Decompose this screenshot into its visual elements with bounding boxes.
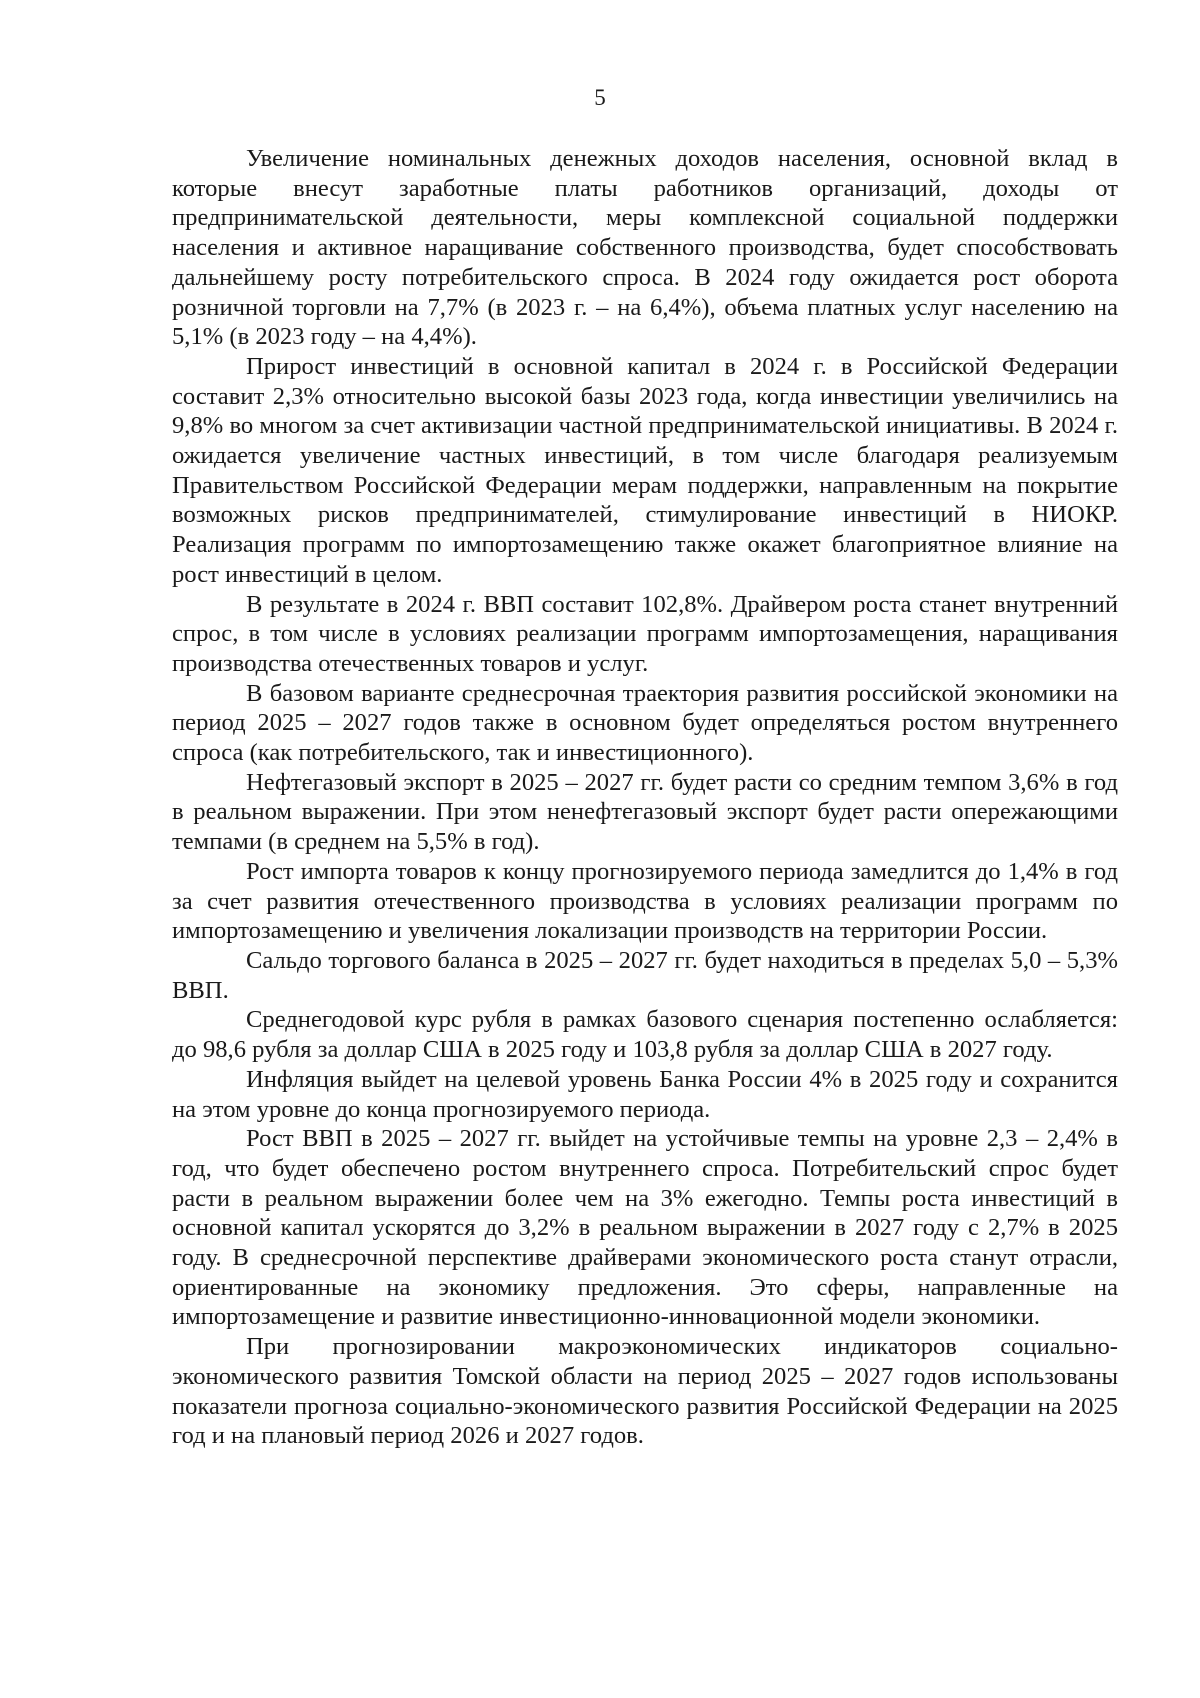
document-body [172, 144, 1118, 1451]
paragraph-imports: Рост импорта товаров к концу прогнозируемого периода замедлится до 1,4% в год за счет развития отечественного производства в условиях реализации программ по импортозамещению и увеличения локализации производств на территории России. [172, 857, 1118, 945]
paragraph-base-scenario: В базовом варианте среднесрочная траектория развития российской экономики на период 2025 – 2027 годов также в основном будет определяться ростом внутреннего спроса (как потребительского, так и инвестиционного). [172, 679, 1118, 767]
paragraph-trade-balance: Сальдо торгового баланса в 2025 – 2027 гг. будет находиться в пределах 5,0 – 5,3% ВВП. [172, 946, 1118, 1004]
paragraph-investment-growth: Прирост инвестиций в основной капитал в 2024 г. в Российской Федерации составит 2,3% относительно высокой базы 2023 года, когда инвестиции увеличились на 9,8% во многом за счет активизации частной предпринимательской инициативы. В 2024 г. ожидается увеличение частных инвестиций, в том числе благодаря реализуемым Правительством Российской Федерации мерам поддержки, направленным на покрытие возможных рисков предпринимателей, стимулирование инвестиций в НИОКР. Реализация программ по импортозамещению также окажет благоприятное влияние на рост инвестиций в целом. [172, 352, 1118, 588]
paragraph-oil-gas-export: Нефтегазовый экспорт в 2025 – 2027 гг. будет расти со средним темпом 3,6% в год в реальном выражении. При этом ненефтегазовый экспорт будет расти опережающими темпами (в среднем на 5,5% в год). [172, 768, 1118, 856]
paragraph-forecast-basis: При прогнозировании макроэкономических индикаторов социально-экономического развития Томской области на период 2025 – 2027 годов использованы показатели прогноза социально-экономического развития Российской Федерации на 2025 год и на плановый период 2026 и 2027 годов. [172, 1333, 1118, 1450]
paragraph-exchange-rate: Среднегодовой курс рубля в рамках базового сценария постепенно ослабляется: до 98,6 рубля за доллар США в 2025 году и 103,8 рубля за доллар США в 2027 году. [172, 1006, 1118, 1064]
paragraph-gdp-2024: В результате в 2024 г. ВВП составит 102,8%. Драйвером роста станет внутренний спрос, в том числе в условиях реализации программ импортозамещения, наращивания производства отечественных товаров и услуг. [172, 590, 1118, 677]
paragraph-gdp-2025-2027: Рост ВВП в 2025 – 2027 гг. выйдет на устойчивые темпы на уровне 2,3 – 2,4% в год, что будет обеспечено ростом внутреннего спроса. Потребительский спрос будет расти в реальном выражении более чем на 3% ежегодно. Темпы роста инвестиций в основной капитал ускорятся до 3,2% в реальном выражении в 2027 году с 2,7% в 2025 году. В среднесрочной перспективе драйверами экономического роста станут отрасли, ориентированные на экономику предложения. Это сферы, направленные на импортозамещение и развитие инвестиционно-инновационной модели экономики. [172, 1125, 1118, 1331]
page-number: 5 [594, 85, 606, 110]
paragraph-income-growth: Увеличение номинальных денежных доходов населения, основной вклад в которые внесут заработные платы работников организаций, доходы от предпринимательской деятельности, меры комплексной социальной поддержки населения и активное наращивание собственного производства, будет способствовать дальнейшему росту потребительского спроса. В 2024 году ожидается рост оборота розничной торговли на 7,7% (в 2023 г. – на 6,4%), объема платных услуг населению на 5,1% (в 2023 году – на 4,4%). [172, 145, 1118, 351]
paragraph-inflation: Инфляция выйдет на целевой уровень Банка России 4% в 2025 году и сохранится на этом уровне до конца прогнозируемого периода. [172, 1065, 1118, 1123]
